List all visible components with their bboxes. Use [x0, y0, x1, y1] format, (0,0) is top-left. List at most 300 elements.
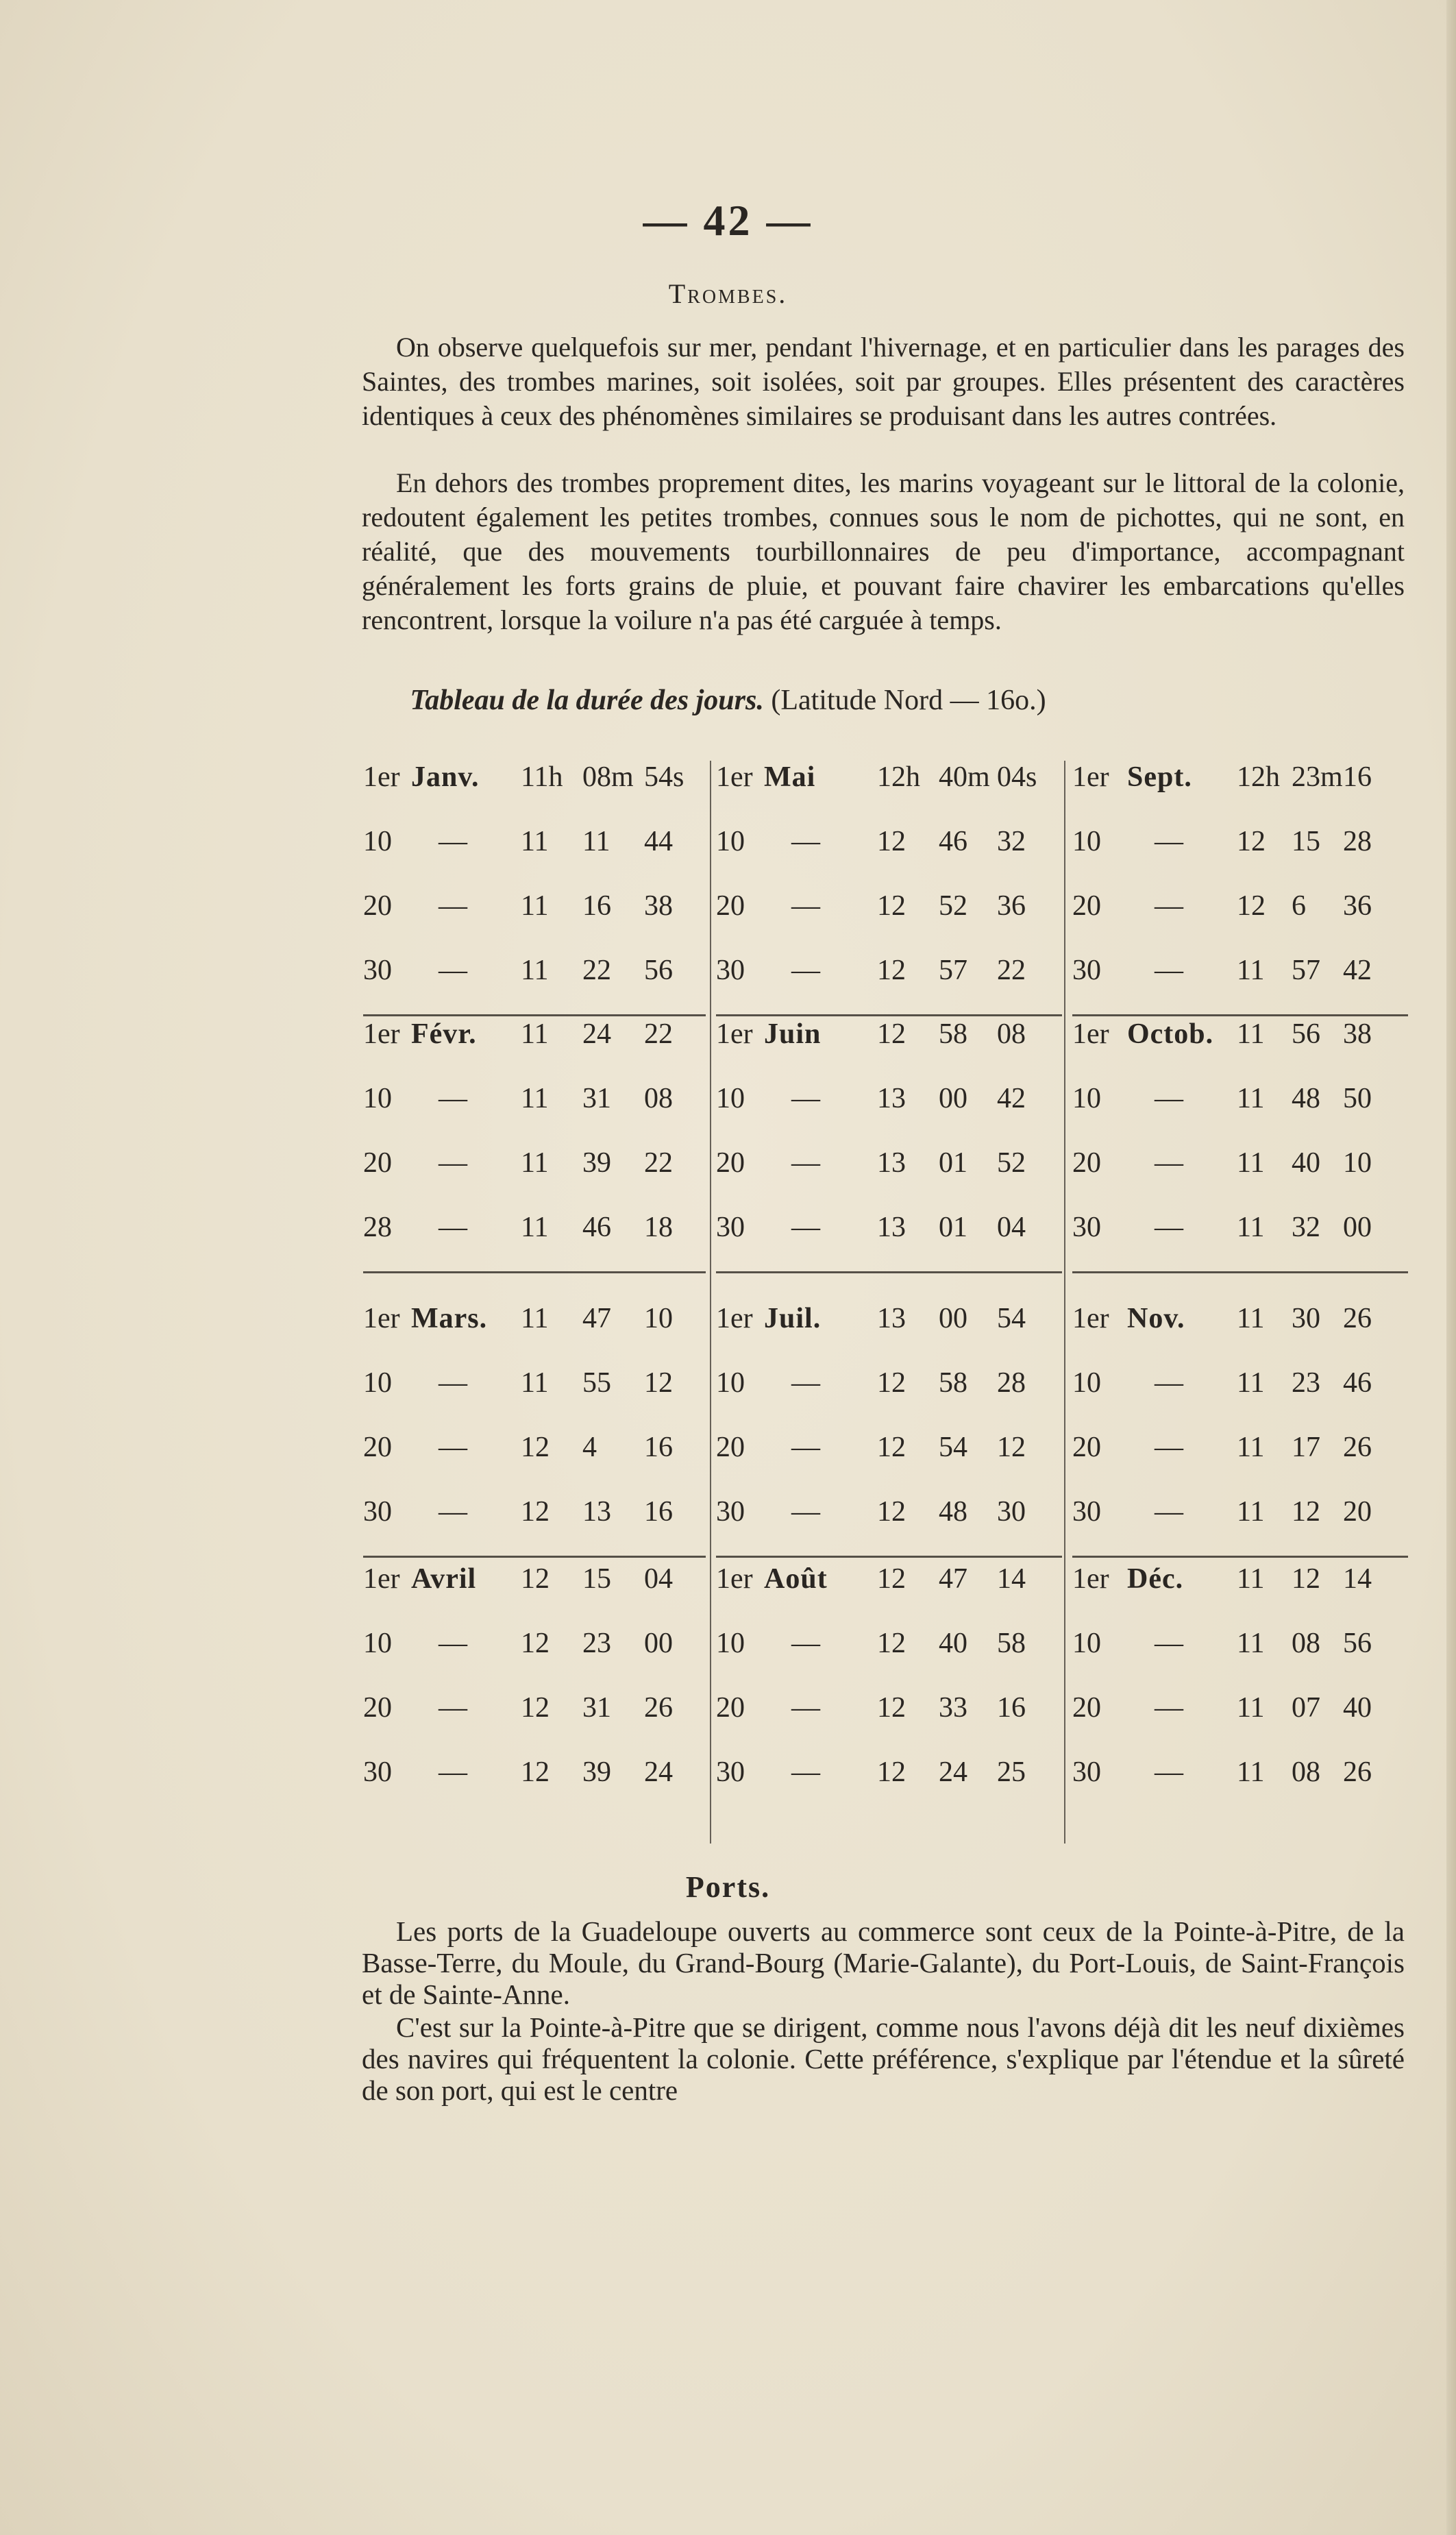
day-cell: 20: [1072, 890, 1101, 922]
month-cell: —: [439, 1692, 467, 1724]
day-cell: 30: [363, 1756, 392, 1788]
day-cell: 10: [363, 1367, 392, 1399]
block-rule: [716, 1271, 1062, 1273]
minutes-cell: 00: [939, 1083, 967, 1114]
month-cell: Déc.: [1127, 1563, 1184, 1595]
day-cell: 30: [716, 1496, 745, 1528]
minutes-cell: 40: [1292, 1147, 1320, 1179]
table-row: [363, 1613, 706, 1678]
hours-cell: 11: [1237, 1756, 1265, 1788]
month-cell: Sept.: [1127, 761, 1192, 793]
table-row: [363, 1133, 706, 1197]
day-cell: 10: [1072, 1628, 1101, 1659]
minutes-cell: 11: [582, 826, 610, 857]
month-block: [1072, 747, 1408, 1005]
table-row: [716, 1549, 1062, 1613]
seconds-cell: 22: [644, 1018, 673, 1050]
seconds-cell: 28: [997, 1367, 1026, 1399]
day-cell: 30: [716, 1212, 745, 1243]
minutes-cell: 12: [1292, 1563, 1320, 1595]
month-block: [716, 1549, 1062, 1807]
seconds-cell: 16: [1343, 761, 1372, 793]
table-row: [1072, 1613, 1408, 1678]
hours-cell: 12: [877, 1367, 906, 1399]
hours-cell: 12h: [1237, 761, 1280, 793]
day-cell: 1er: [363, 1563, 400, 1595]
month-block: [1072, 1549, 1408, 1807]
month-cell: —: [1155, 890, 1183, 922]
minutes-cell: 48: [1292, 1083, 1320, 1114]
day-cell: 30: [1072, 955, 1101, 986]
seconds-cell: 52: [997, 1147, 1026, 1179]
minutes-cell: 24: [582, 1018, 611, 1050]
table-title-latitude: (Latitude Nord — 16o.): [771, 685, 1046, 716]
minutes-cell: 48: [939, 1496, 967, 1528]
day-cell: 30: [363, 955, 392, 986]
seconds-cell: 40: [1343, 1692, 1372, 1724]
seconds-cell: 42: [997, 1083, 1026, 1114]
hours-cell: 12: [877, 1563, 906, 1595]
minutes-cell: 58: [939, 1367, 967, 1399]
month-block: [363, 1288, 706, 1546]
seconds-cell: 42: [1343, 955, 1372, 986]
seconds-cell: 22: [644, 1147, 673, 1179]
seconds-cell: 36: [997, 890, 1026, 922]
hours-cell: 12: [877, 826, 906, 857]
section-title-ports: Ports.: [685, 1870, 771, 1904]
seconds-cell: 25: [997, 1756, 1026, 1788]
table-row: [1072, 1742, 1408, 1807]
table-row: [1072, 1678, 1408, 1742]
table-row: [716, 1197, 1062, 1262]
day-cell: 10: [716, 826, 745, 857]
hours-cell: 12: [877, 1692, 906, 1724]
month-cell: —: [791, 1147, 820, 1179]
month-block: [363, 747, 706, 1005]
day-cell: 20: [716, 890, 745, 922]
minutes-cell: 39: [582, 1147, 611, 1179]
month-cell: Avril: [411, 1563, 477, 1595]
block-rule: [1072, 1271, 1408, 1273]
table-row: [1072, 1353, 1408, 1417]
month-cell: Mars.: [411, 1303, 488, 1334]
day-cell: 30: [716, 955, 745, 986]
minutes-cell: 15: [1292, 826, 1320, 857]
seconds-cell: 14: [997, 1563, 1026, 1595]
hours-cell: 12: [877, 1018, 906, 1050]
hours-cell: 11: [521, 1212, 549, 1243]
seconds-cell: 00: [1343, 1212, 1372, 1243]
hours-cell: 12: [877, 1432, 906, 1463]
month-cell: —: [439, 955, 467, 986]
table-row: [363, 876, 706, 940]
month-cell: —: [791, 1628, 820, 1659]
table-row: [363, 1549, 706, 1613]
month-cell: —: [791, 1756, 820, 1788]
paragraph-ports-1: Les ports de la Guadeloupe ouverts au commerce sont ceux de la Pointe-à-Pitre, de la Basse-Terre, du Moule, du Grand-Bourg (Marie-Galante), du Port-Louis, de Saint-François et de Sainte-Anne.: [362, 1915, 1405, 2010]
day-cell: 20: [1072, 1692, 1101, 1724]
day-cell: 28: [363, 1212, 392, 1243]
seconds-cell: 44: [644, 826, 673, 857]
minutes-cell: 01: [939, 1212, 967, 1243]
seconds-cell: 12: [644, 1367, 673, 1399]
month-cell: —: [439, 1147, 467, 1179]
minutes-cell: 46: [582, 1212, 611, 1243]
day-cell: 30: [716, 1756, 745, 1788]
month-cell: —: [791, 1692, 820, 1724]
table-row: [363, 811, 706, 876]
table-row: [363, 1417, 706, 1482]
minutes-cell: 24: [939, 1756, 967, 1788]
hours-cell: 12: [877, 1756, 906, 1788]
minutes-cell: 12: [1292, 1496, 1320, 1528]
table-row: [1072, 1549, 1408, 1613]
month-cell: —: [439, 1212, 467, 1243]
minutes-cell: 16: [582, 890, 611, 922]
hours-cell: 12: [1237, 826, 1266, 857]
hours-cell: 11: [1237, 1496, 1265, 1528]
table-row: [1072, 940, 1408, 1005]
minutes-cell: 01: [939, 1147, 967, 1179]
table-row: [716, 747, 1062, 811]
seconds-cell: 04: [644, 1563, 673, 1595]
minutes-cell: 07: [1292, 1692, 1320, 1724]
hours-cell: 12: [877, 955, 906, 986]
table-row: [716, 940, 1062, 1005]
month-cell: Juil.: [764, 1303, 822, 1334]
table-row: [363, 1678, 706, 1742]
minutes-cell: 40m: [939, 761, 990, 793]
minutes-cell: 00: [939, 1303, 967, 1334]
month-cell: Nov.: [1127, 1303, 1185, 1334]
month-block: [363, 1004, 706, 1262]
hours-cell: 11: [1237, 1432, 1265, 1463]
table-row: [1072, 1133, 1408, 1197]
seconds-cell: 58: [997, 1628, 1026, 1659]
minutes-cell: 17: [1292, 1432, 1320, 1463]
minutes-cell: 54: [939, 1432, 967, 1463]
day-cell: 30: [1072, 1496, 1101, 1528]
hours-cell: 11: [521, 890, 549, 922]
day-cell: 10: [716, 1083, 745, 1114]
seconds-cell: 26: [644, 1692, 673, 1724]
table-row: [363, 1288, 706, 1353]
minutes-cell: 23: [1292, 1367, 1320, 1399]
month-block: [1072, 1004, 1408, 1262]
month-block: [363, 1549, 706, 1807]
table-row: [1072, 1288, 1408, 1353]
seconds-cell: 10: [644, 1303, 673, 1334]
table-row: [1072, 1417, 1408, 1482]
day-cell: 20: [716, 1432, 745, 1463]
table-row: [1072, 876, 1408, 940]
table-row: [363, 1068, 706, 1133]
table-row: [1072, 1004, 1408, 1068]
month-cell: —: [791, 890, 820, 922]
day-cell: 10: [363, 826, 392, 857]
day-cell: 10: [363, 1628, 392, 1659]
seconds-cell: 14: [1343, 1563, 1372, 1595]
table-column-1: [363, 747, 706, 1844]
hours-cell: 11: [1237, 1083, 1265, 1114]
seconds-cell: 50: [1343, 1083, 1372, 1114]
hours-cell: 11: [521, 826, 549, 857]
day-cell: 1er: [1072, 761, 1109, 793]
day-cell: 20: [1072, 1147, 1101, 1179]
hours-cell: 11: [1237, 1303, 1265, 1334]
table-row: [1072, 1482, 1408, 1546]
page-edge: [1446, 0, 1456, 2535]
minutes-cell: 08: [1292, 1756, 1320, 1788]
day-cell: 20: [716, 1147, 745, 1179]
table-row: [716, 1678, 1062, 1742]
month-cell: —: [791, 1496, 820, 1528]
paragraph-ports-2: C'est sur la Pointe-à-Pitre que se dirigent, comme nous l'avons déjà dit les neuf dixièmes des navires qui fréquentent la colonie. Cette préférence, s'explique par l'étendue et la sûreté de son port, qui est le centre: [362, 2011, 1405, 2106]
seconds-cell: 24: [644, 1756, 673, 1788]
hours-cell: 11: [1237, 1018, 1265, 1050]
minutes-cell: 23: [582, 1628, 611, 1659]
table-row: [716, 1068, 1062, 1133]
hours-cell: 11: [521, 1367, 549, 1399]
day-cell: 1er: [1072, 1303, 1109, 1334]
column-separator: [710, 761, 711, 1844]
month-cell: —: [791, 1083, 820, 1114]
seconds-cell: 54s: [644, 761, 684, 793]
hours-cell: 12: [521, 1628, 550, 1659]
minutes-cell: 52: [939, 890, 967, 922]
minutes-cell: 08m: [582, 761, 634, 793]
hours-cell: 13: [877, 1212, 906, 1243]
section-title-trombes: Trombes.: [668, 278, 788, 309]
hours-cell: 13: [877, 1303, 906, 1334]
hours-cell: 11: [1237, 1628, 1265, 1659]
day-cell: 1er: [716, 761, 753, 793]
day-cell: 30: [1072, 1212, 1101, 1243]
month-cell: —: [439, 1496, 467, 1528]
minutes-cell: 57: [939, 955, 967, 986]
day-cell: 10: [363, 1083, 392, 1114]
minutes-cell: 6: [1292, 890, 1306, 922]
seconds-cell: 28: [1343, 826, 1372, 857]
day-cell: 1er: [363, 761, 400, 793]
month-cell: —: [1155, 826, 1183, 857]
table-row: [363, 1482, 706, 1546]
hours-cell: 12: [521, 1563, 550, 1595]
seconds-cell: 38: [1343, 1018, 1372, 1050]
day-cell: 10: [1072, 1083, 1101, 1114]
hours-cell: 12: [877, 890, 906, 922]
hours-cell: 11: [1237, 1212, 1265, 1243]
page-number: — 42 —: [643, 196, 813, 245]
hours-cell: 11: [521, 1303, 549, 1334]
month-cell: —: [791, 826, 820, 857]
table-row: [716, 1353, 1062, 1417]
table-row: [363, 1742, 706, 1807]
seconds-cell: 26: [1343, 1756, 1372, 1788]
hours-cell: 13: [877, 1083, 906, 1114]
month-cell: —: [1155, 1692, 1183, 1724]
month-cell: —: [1155, 1628, 1183, 1659]
month-cell: —: [1155, 1212, 1183, 1243]
table-row: [1072, 1068, 1408, 1133]
table-column-3: [1072, 747, 1408, 1844]
hours-cell: 12: [877, 1628, 906, 1659]
paragraph-trombes-2: En dehors des trombes proprement dites, les marins voyageant sur le littoral de la colonie, redoutent également les petites trombes, connues sous le nom de pichottes, qui ne sont, en réalité, que des mouvements tourbillonnaires de peu d'importance, accompagnant généralement les forts grains de pluie, et pouvant faire chavirer les embarcations qu'elles rencontrent, lorsque la voilure n'a pas été carguée à temps.: [362, 467, 1405, 635]
month-cell: —: [1155, 1756, 1183, 1788]
day-cell: 20: [363, 1432, 392, 1463]
hours-cell: 11: [1237, 1563, 1265, 1595]
minutes-cell: 15: [582, 1563, 611, 1595]
day-cell: 20: [363, 890, 392, 922]
month-cell: Juin: [764, 1018, 822, 1050]
hours-cell: 11: [521, 955, 549, 986]
minutes-cell: 56: [1292, 1018, 1320, 1050]
month-cell: Janv.: [411, 761, 480, 793]
month-block: [716, 1288, 1062, 1546]
seconds-cell: 36: [1343, 890, 1372, 922]
seconds-cell: 00: [644, 1628, 673, 1659]
month-cell: —: [439, 1083, 467, 1114]
hours-cell: 11: [521, 1147, 549, 1179]
month-cell: —: [1155, 1147, 1183, 1179]
table-row: [716, 1742, 1062, 1807]
table-row: [716, 1004, 1062, 1068]
month-cell: —: [791, 1212, 820, 1243]
minutes-cell: 31: [582, 1692, 611, 1724]
day-cell: 10: [1072, 826, 1101, 857]
day-cell: 20: [1072, 1432, 1101, 1463]
day-cell: 1er: [1072, 1563, 1109, 1595]
day-cell: 10: [1072, 1367, 1101, 1399]
month-cell: Févr.: [411, 1018, 477, 1050]
hours-cell: 11: [1237, 1367, 1265, 1399]
minutes-cell: 47: [582, 1303, 611, 1334]
hours-cell: 12: [521, 1496, 550, 1528]
table-row: [716, 1133, 1062, 1197]
table-row: [716, 811, 1062, 876]
seconds-cell: 26: [1343, 1303, 1372, 1334]
minutes-cell: 55: [582, 1367, 611, 1399]
table-row: [716, 1417, 1062, 1482]
month-cell: —: [439, 1432, 467, 1463]
day-cell: 20: [363, 1692, 392, 1724]
hours-cell: 12h: [877, 761, 920, 793]
month-block: [716, 1004, 1062, 1262]
seconds-cell: 56: [1343, 1628, 1372, 1659]
hours-cell: 11: [521, 1018, 549, 1050]
minutes-cell: 39: [582, 1756, 611, 1788]
day-cell: 20: [716, 1692, 745, 1724]
table-row: [1072, 811, 1408, 876]
seconds-cell: 26: [1343, 1432, 1372, 1463]
day-cell: 30: [363, 1496, 392, 1528]
day-cell: 1er: [1072, 1018, 1109, 1050]
hours-cell: 12: [521, 1756, 550, 1788]
month-cell: Août: [764, 1563, 828, 1595]
seconds-cell: 12: [997, 1432, 1026, 1463]
month-cell: —: [791, 1432, 820, 1463]
minutes-cell: 40: [939, 1628, 967, 1659]
seconds-cell: 16: [644, 1496, 673, 1528]
minutes-cell: 08: [1292, 1628, 1320, 1659]
seconds-cell: 56: [644, 955, 673, 986]
month-block: [716, 747, 1062, 1005]
hours-cell: 12: [521, 1432, 550, 1463]
table-title-main: Tableau de la durée des jours.: [410, 685, 764, 716]
table-row: [1072, 747, 1408, 811]
paragraph-trombes-1: On observe quelquefois sur mer, pendant l'hivernage, et en particulier dans les parages des Saintes, des trombes marines, soit isolées, soit par groupes. Elles présentent des caractères identiques à ceux des phénomènes similaires se produisant dans les autres contrées.: [362, 332, 1405, 431]
minutes-cell: 4: [582, 1432, 597, 1463]
day-cell: 30: [1072, 1756, 1101, 1788]
minutes-cell: 57: [1292, 955, 1320, 986]
table-row: [363, 940, 706, 1005]
day-cell: 1er: [716, 1303, 753, 1334]
hours-cell: 11: [1237, 1692, 1265, 1724]
table-row: [716, 876, 1062, 940]
month-cell: —: [439, 890, 467, 922]
hours-cell: 13: [877, 1147, 906, 1179]
seconds-cell: 30: [997, 1496, 1026, 1528]
seconds-cell: 08: [644, 1083, 673, 1114]
day-cell: 1er: [363, 1303, 400, 1334]
minutes-cell: 58: [939, 1018, 967, 1050]
minutes-cell: 32: [1292, 1212, 1320, 1243]
month-cell: —: [1155, 1432, 1183, 1463]
minutes-cell: 30: [1292, 1303, 1320, 1334]
block-rule: [363, 1271, 706, 1273]
table-row: [363, 747, 706, 811]
table-row: [716, 1613, 1062, 1678]
hours-cell: 12: [521, 1692, 550, 1724]
seconds-cell: 38: [644, 890, 673, 922]
column-separator: [1064, 761, 1065, 1844]
month-cell: —: [439, 1628, 467, 1659]
seconds-cell: 46: [1343, 1367, 1372, 1399]
month-cell: —: [1155, 1367, 1183, 1399]
table-row: [716, 1482, 1062, 1546]
month-cell: —: [1155, 955, 1183, 986]
month-cell: Mai: [764, 761, 816, 793]
month-cell: —: [439, 1367, 467, 1399]
month-cell: Octob.: [1127, 1018, 1214, 1050]
minutes-cell: 33: [939, 1692, 967, 1724]
table-row: [363, 1197, 706, 1262]
month-block: [1072, 1288, 1408, 1546]
hours-cell: 12: [877, 1496, 906, 1528]
minutes-cell: 31: [582, 1083, 611, 1114]
seconds-cell: 32: [997, 826, 1026, 857]
day-cell: 1er: [716, 1018, 753, 1050]
seconds-cell: 22: [997, 955, 1026, 986]
month-cell: —: [439, 826, 467, 857]
table-row: [363, 1353, 706, 1417]
seconds-cell: 18: [644, 1212, 673, 1243]
day-cell: 1er: [363, 1018, 400, 1050]
day-cell: 10: [716, 1628, 745, 1659]
hours-cell: 11: [1237, 1147, 1265, 1179]
seconds-cell: 54: [997, 1303, 1026, 1334]
day-cell: 10: [716, 1367, 745, 1399]
month-cell: —: [791, 955, 820, 986]
seconds-cell: 20: [1343, 1496, 1372, 1528]
month-cell: —: [791, 1367, 820, 1399]
month-cell: —: [1155, 1496, 1183, 1528]
hours-cell: 11: [521, 1083, 549, 1114]
seconds-cell: 08: [997, 1018, 1026, 1050]
table-row: [1072, 1197, 1408, 1262]
day-cell: 20: [363, 1147, 392, 1179]
seconds-cell: 16: [644, 1432, 673, 1463]
